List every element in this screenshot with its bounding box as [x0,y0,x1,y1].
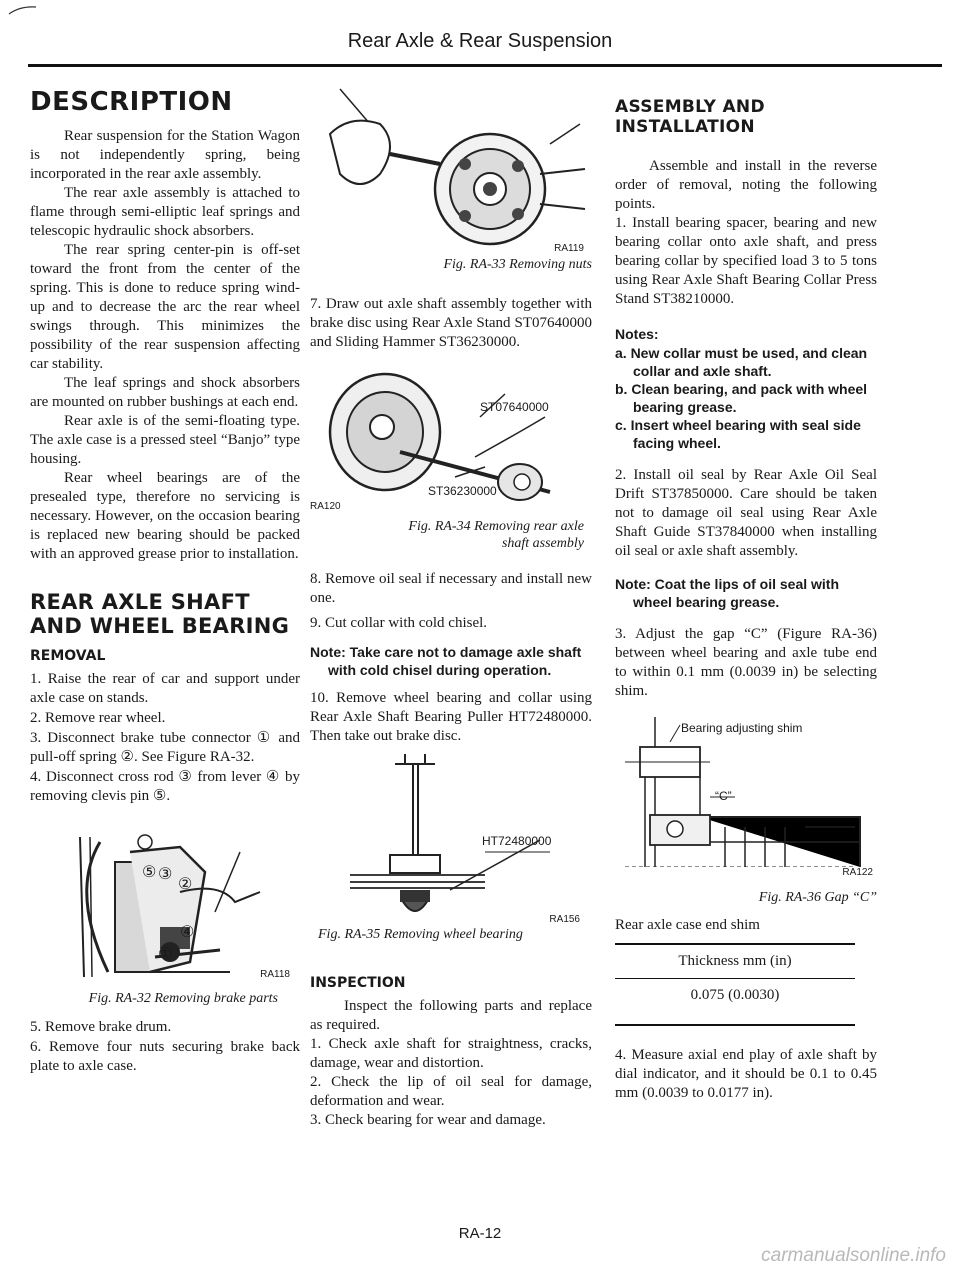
description-heading: DESCRIPTION [30,87,233,117]
tool-label: ST07640000 [480,400,549,414]
note [310,643,592,679]
description-para: Rear wheel bearings are of the presealed type, therefore no servicing is necessary. However, on the occasion bearing is replaced new bearing should be packed with an approved grease prior to installation. [30,469,300,562]
page-header: Rear Axle & Rear Suspension [347,30,613,52]
column-right [615,98,877,1103]
description-para: The rear axle assembly is attached to flame through semi-elliptic leaf springs and telescopic hydraulic shock absorbers. [30,184,300,239]
assembly-step: 3. Adjust the gap “C” (Figure RA-36) between wheel bearing and axle tube end to within 0.1 mm (0.0039 in) be selecting shim. [615,626,877,700]
corner-mark [8,4,38,16]
procedure-step: 7. Draw out axle shaft assembly together with brake disc using Rear Axle Stand ST07640000 and Sliding Hammer ST36230000. [310,296,592,350]
removal-step: 6. Remove four nuts securing brake back plate to axle case. [30,1038,300,1074]
column-middle [310,84,592,1130]
gap-label: “C” [715,789,732,804]
figure-ra33 [310,84,592,254]
procedure-step: 9. Cut collar with cold chisel. [310,615,488,631]
note [615,575,877,611]
removal-step: 5. Remove brake drum. [30,1018,172,1035]
assembly-step: 2. Install oil seal by Rear Axle Oil Seal Drift ST37850000. Care should be taken not to damage oil seal using Rear Axle Shaft Guide ST37840000 when installing oil seal or axle shaft assembly. [615,467,877,560]
callout-4: ④ [180,923,195,941]
figure-code: RA118 [260,968,290,980]
procedure-step: 10. Remove wheel bearing and collar using Rear Axle Shaft Bearing Puller HT72480000. Then take out brake disc. [310,690,592,744]
note-text: Take care not to damage axle shaft with cold chisel during operation. [328,644,582,678]
inspection-step: 2. Check the lip of oil seal for damage, deformation and wear. [310,1074,592,1109]
column-left [30,82,300,1076]
watermark: carmanualsonline.info [761,1245,946,1266]
note-item: b. Clean bearing, and pack with wheel bearing grease. [615,381,868,416]
callout-3: ③ [158,865,173,883]
description-para: The rear spring center-pin is off-set toward the front from the center of the spring. This is done to reduce spring wind-up and to decrease the arc the rear wheel swings through. This minimizes the possibility of the rear suspension affecting car stability. [30,241,300,372]
gap-c-illustration [615,717,877,867]
table-header: Thickness mm (in) [615,944,855,979]
note-label: Note: [615,576,651,593]
table-bottom-rule [615,1012,855,1025]
inspection-heading: INSPECTION [310,975,406,991]
assembly-heading: ASSEMBLY AND INSTALLATION [615,97,765,137]
figure-caption: Fig. RA-35 Removing wheel bearing [318,927,523,942]
assembly-step: 4. Measure axial end play of axle shaft by dial indicator, and it should be 0.1 to 0.45 mm (0.0039 to 0.0177 in). [615,1047,877,1102]
table-title: Rear axle case end shim [615,917,760,934]
figure-ra32 [30,832,300,982]
figure-ra35 [310,750,592,925]
description-para: Rear suspension for the Station Wagon is not independently spring, being incorporated in the rear axle assembly. [30,127,300,182]
procedure-step: 8. Remove oil seal if necessary and install new one. [310,571,592,606]
page-number: RA-12 [458,1225,502,1242]
notes-title: Notes: [615,326,659,343]
shim-table [615,943,855,1026]
figure-caption: Fig. RA-33 Removing nuts [443,257,592,272]
figure-code: RA119 [554,243,584,254]
figure-code: RA120 [310,501,341,512]
removal-heading: REMOVAL [30,647,106,664]
description-para: The leaf springs and shock absorbers are mounted on rubber bushings at each end. [30,374,300,410]
figure-ra34 [310,372,592,512]
inspection-step: 3. Check bearing for wear and damage. [310,1112,546,1128]
callout-2: ② [178,875,193,893]
removal-step: 1. Raise the rear of car and support under axle case on stands. [30,670,300,706]
note-item: c. Insert wheel bearing with seal side facing wheel. [615,417,861,452]
assembly-step: 1. Install bearing spacer, bearing and new bearing collar onto axle shaft, and press bearing collar by specified load 3 to 5 tons using Rear Axle Shaft Bearing Collar Press Stand ST38210000. [615,215,877,308]
description-para: Rear axle is of the semi-floating type. The axle case is a pressed steel “Banjo” type housing. [30,412,300,467]
figure-code: RA122 [842,867,873,879]
removal-step: 4. Disconnect cross rod ③ from lever ④ by removing clevis pin ⑤. [30,768,300,804]
figure-ra36 [615,717,877,867]
shim-label: Bearing adjusting shim [681,721,803,736]
tool-label: HT72480000 [482,834,552,848]
removing-nuts-illustration [310,84,592,254]
inspection-intro: Inspect the following parts and replace as required. [310,998,592,1033]
figure-caption: shaft assembly [501,536,584,551]
note-item: a. New collar must be used, and clean collar and axle shaft. [615,345,868,380]
figure-caption: Fig. RA-34 Removing rear axle [408,519,584,534]
figure-caption: Fig. RA-36 Gap “C” [758,890,877,906]
removal-step: 2. Remove rear wheel. [30,709,166,726]
figure-code: RA156 [549,914,580,925]
header-rule [28,64,942,67]
shaft-heading: REAR AXLE SHAFT AND WHEEL BEARING [30,589,290,638]
tool-label: ST36230000 [428,484,497,498]
inspection-step: 1. Check axle shaft for straightness, cracks, damage, wear and distortion. [310,1036,592,1071]
note-label: Note: [310,644,346,660]
figure-caption: Fig. RA-32 Removing brake parts [88,990,278,1006]
callout-5: ⑤ [142,863,157,881]
callout-1: ① [158,945,173,963]
table-cell: 0.075 (0.0030) [615,979,855,1013]
removal-step: 3. Disconnect brake tube connector ① and pull-off spring ②. See Figure RA-32. [30,729,300,765]
assembly-intro: Assemble and install in the reverse order of removal, noting the following points. [615,158,877,213]
note-text: Coat the lips of oil seal with wheel bearing grease. [633,576,840,611]
